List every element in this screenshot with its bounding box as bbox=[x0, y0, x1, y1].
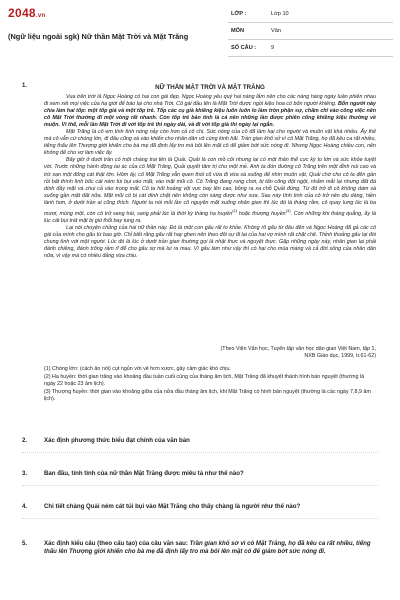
footnote: (1) Chóng lớn: (cách ăn nói) cụt ngủn với vẻ hơn xược, gây cảm giác khó chịu. bbox=[44, 366, 231, 372]
answer-line[interactable] bbox=[22, 518, 378, 519]
site-logo[interactable]: 2048.vn bbox=[8, 6, 46, 20]
info-table bbox=[228, 6, 393, 57]
footnote: (2) Hạ huyền: thời gian trăng vào khoảng đầu tuần cuối cùng của tháng âm lịch, Mặt Trăng đã khuyết thành hình bán nguyệt (thường là ngày 22 hoặc 23 âm lịch). bbox=[44, 374, 365, 388]
question-number: 1. bbox=[22, 83, 28, 89]
answer-line[interactable] bbox=[22, 485, 378, 486]
paragraph: Vua trên trời là Ngọc Hoàng có hai con gái đẹp. Ngọc Hoàng yêu quý hai nàng lắm nên cho các nàng hàng ngày luân phiên nhau đi xem xét mọi việc của hạ giới để báo lại cho nhà Trời. Cô gái đầu tên là Mặt Trời được ngồi kiệu hoa có bốn người khiêng. Bốn người này chia làm hai tốp: một tốp già và một tốp trẻ. Tốp các cụ già khiêng kiệu luôn luôn lo làm tròn phận sự, chăm chỉ vào công việc nên cô Mặt Trời thường đi một vòng rất nhanh. Còn tốp trẻ bản tính là cả nên những lần được phiên công khiêng kiệu thường về muộn. Vì thế, mỗi lần Mặt Trời đi với tốp trẻ thì ngày dài, và đi với tốp già thì ngày lại ngắn. bbox=[44, 94, 376, 129]
page-title: (Ngữ liệu ngoài sgk) Nữ thần Mặt Trời và Mặt Trăng bbox=[8, 32, 189, 41]
answer-line[interactable] bbox=[22, 452, 378, 453]
paragraph: Mặt Trăng là cô em tính tình nóng nảy còn hơn cả cô chị. Sức nóng của cô đã làm hại cho người và muôn vật khá nhiều. Ấy thế mà cô vẫn cứ chóng lớn, đi đâu cũng sà vào khiến cho nhân dân vô cùng kinh hãi. Trần gian khổ sở vì cô Mặt Trăng, họ đã kêu ca rất nhiều, tiếng thấu lên Thượng giới khiến cho bà mẹ đã định lấy tro mà bôi lên mặt cô để giảm bớt sức nóng đi. Nhưng Ngọc Hoàng chiều con, nên không để cho vợ làm việc ấy. bbox=[44, 129, 376, 157]
passage-title: NỮ THẦN MẶT TRỜI VÀ MẶT TRĂNG bbox=[155, 84, 265, 91]
paragraph: Lại nói chuyện chồng của hai nữ thần này. Đó là một con gấu rất to khỏe. Không rõ gấu từ đâu đến và Ngọc Hoàng đã gả các cô gái của mình cho gấu từ bao giờ. Chỉ biết rằng gấu rất hay ghen nên theo dõi sự đi lại của hai vợ mình rất chặt chẽ. Thỉnh thoảng gấu lại đòi chung tình với một người. Lúc đó là lúc ở dưới trần gian thường gọi là nhật thực và nguyệt thực. Gặp những ngày này, nhân gian lại phải đánh chiêng, đánh trống rầm rĩ để cho gấu sợ mà lui ra mau. Vì gấu làm như vậy thì có hại cho mùa màng và cả đời sống của nhân dân nữa, vì vậy mà có nhiều đảng vừa chịu. bbox=[44, 224, 376, 259]
passage-body bbox=[44, 94, 376, 260]
header bbox=[6, 6, 394, 62]
paragraph: Bấy giờ ở dưới trần có một chàng trai tên là Quải. Quải là con mồ côi nhưng lại có một thân thể cực kỳ to lớn và sức khỏe tuyệt vời. Trước những hành động tai ác của cô Mặt Trăng, Quải quyết tâm trị cho một mẻ. Anh ta đón đường cô Trăng trên một đỉnh núi cao và trừ sạn một đống cát thật lớn. Hôm ấy, cô Mặt Trăng vẫn quen thói cũ vừa đi vừa sà xuống để nhìn muôn vật, Quải chờ cho cô ta đến gần rồi bất thình lình bốc cát ném túi bụi vào mặt, vào mặt mũi cô. Cô Trăng đang rong chơi, bị tấn công đột ngột, nhắm mắt lại nhưng đất đá dính đầy mặt và chui cả vào trong mắt. Cô ta hốt hoảng vội vực bay lên cao, bỏng ra xa chỗ Quải đứng. Từ đó trở đi cô không dám sà xuống gần mặt đất nữa. Mặt mũi cô bị cát dính chặt nên không còn sáng được như xưa. Sau này tính tình của cô trở nên dịu dàng, hiền lành hơn, ở dưới trần ai cũng thích. Người ta nói mỗi lần cô nguyên mặt xuống nhân gian thì lúc đó là tháng rằm, cô quay lưng lúc là ba mươi, mùng một, còn cô trở sang trái, sang phải lúc là thời kỳ tháng hạ huyền$^{(2)}$ hoặc thượng huyền$^{(3)}$. Còn những khi tháng quẫng, ấy là lúc cát bụi trát mặt bị gió thổi bay tung ra. bbox=[44, 157, 376, 224]
footnotes bbox=[44, 366, 376, 404]
footnote: (3) Thượng huyền: thời gian vào khoảng giữa của nửa đầu tháng âm lịch, khi Mặt Trăng có hình bán nguyệt (thường là các ngày 7,8,9 âm lịch). bbox=[44, 389, 371, 403]
info-row-class: LỚP : Lớp 10 bbox=[228, 6, 393, 23]
source-citation: (Theo Viện Văn học, Tuyển tập văn học dân gian Việt Nam, tập 1, NXB Giáo dục, 1999, tr.61-62) bbox=[220, 346, 376, 360]
info-row-count: SỐ CÂU : 9 bbox=[228, 40, 393, 57]
worksheet-page: 2048.vn (Ngữ liệu ngoài sgk) Nữ thần Mặt Trời và Mặt Trăng LỚP : Lớp 10 MÔN Văn SỐ CÂU : 9 1. NỮ THẦN MẶT TRỜI VÀ MẶT TRĂNG Vua trên trời là Ngọc Hoàng có hai con gái đẹp. Ngọc Hoàng yêu quý hai nàng lắm nên cho các nàng hàng ngày luân phiên nhau đi xem xét mọi việc của hạ giới để báo lại cho nhà Trời. Cô gái đầu tên là Mặt Trời được ngồi kiệu hoa có bốn người khiêng. Bốn người này chia làm hai tốp: một tốp già và một tốp trẻ. Tốp các cụ già khiêng kiệu luôn luôn lo làm tròn phận sự, chăm chỉ vào công việc nên cô Mặt Trời thường đi một vòng rất nhanh. Còn tốp trẻ bản tính là cả nên những lần được phiên công khiêng kiệu thường về muộn. Vì thế, mỗi lần Mặt Trời đi với tốp trẻ thì ngày dài, và đi với tốp già thì ngày lại ngắn. Mặt Trăng là cô em tính tình nóng nảy còn hơn cả cô chị. Sức nóng của cô đã làm hại cho người và muôn vật khá nhiều. Ấy thế mà cô vẫn cứ chóng lớn, đi đâu cũng sà vào khiến cho nhân dân vô cùng kinh hãi. Trần gian khổ sở vì cô Mặt Trăng, họ đã kêu ca rất nhiều, tiếng thấu lên Thượng giới khiến cho bà mẹ đã định lấy tro mà bôi lên mặt cô để giảm bớt sức nóng đi. Nhưng Ngọc Hoàng chiều con, nên không để cho vợ làm việc ấy. Bấy giờ ở dưới trần có một chàng trai tên là Quải. Quải là con mồ côi nhưng lại có một thân thể cực kỳ to lớn và sức khỏe tuyệt vời. Trước những hành động tai ác của cô Mặt Trăng, Quải quyết tâm trị cho một mẻ. Anh ta đón đường cô Trăng trên một đỉnh núi cao và trừ sạn một đống cát thật lớn. Hôm ấy, cô Mặt Trăng vẫn quen thói cũ vừa đi vừa sà xuống để nhìn muôn vật, Quải chờ cho cô ta đến gần rồi bất thình lình bốc cát ném túi bụi vào mặt, vào mặt mũi cô. Cô Trăng đang rong chơi, bị tấn công đột ngột, nhắm mắt lại nhưng đất đá dính đầy mặt và chui cả vào trong mắt. Cô ta hốt hoảng vội vực bay lên cao, bỏng ra xa chỗ Quải đứng. Từ đó trở đi cô không dám sà xuống gần mặt đất nữa. Mặt mũi cô bị cát dính chặt nên không còn sáng được như xưa. Sau này tính tình của cô trở nên dịu dàng, hiền lành hơn, ở dưới trần ai cũng thích. Người ta nói mỗi lần cô nguyên mặt xuống nhân gian thì lúc đó là tháng rằm, cô quay lưng lúc là ba mươi, mùng một, còn cô trở sang trái, sang phải lúc là thời kỳ tháng hạ huyền$^{(2)}$ hoặc thượng huyền$^{(3)}$. Còn những khi tháng quẫng, ấy là lúc cát bụi trát mặt bị gió thổi bay tung ra. Lại nói chuyện chồng của hai nữ thần này. Đó là một con gấu rất to khỏe. Không rõ gấu từ đâu đến và Ngọc Hoàng đã gả các cô gái của mình cho gấu từ bao giờ. Chỉ biết rằng gấu rất hay ghen nên theo dõi sự đi lại của hai vợ mình rất chặt chẽ. Thỉnh thoảng gấu lại đòi chung tình với một người. Lúc đó là lúc ở dưới trần gian thường gọi là nhật thực và nguyệt thực. Gặp những ngày này, nhân gian lại phải đánh chiêng, đánh trống rầm rĩ để cho gấu sợ mà lui ra mau. Vì gấu làm như vậy thì có hại cho mùa màng và cả đời sống của nhân dân nữa, vì vậy mà có nhiều đảng vừa chịu. (Theo Viện Văn học, Tuyển tập văn học dân gian Việt Nam, tập 1, NXB Giáo dục, 1999, tr.61-62) (1) Chóng lớn: (cách ăn nói) cụt ngủn với vẻ hơn xược, gây cảm giác khó chịu. (2) Hạ huyền: thời gian trăng vào khoảng đầu tuần cuối cùng của tháng âm lịch, Mặt Trăng đã khuyết thành hình bán nguyệt (thường là ngày 22 hoặc 23 âm lịch). (3) Thượng huyền: thời gian vào khoảng giữa của nửa đầu tháng âm lịch, khi Mặt Trăng có hình bán nguyệt (thường là các ngày 7,8,9 âm lịch). 2. Xác định phương thức biểu đạt chính của văn bản 3. Ban đầu, tính tình của nữ thần Mặt Trăng được miêu tả như thế nào? 4. Chi tiết chàng Quải ném cát túi bụi vào Mặt Trăng cho thấy chàng là người như thế nào? 5. Xác định kiểu câu (theo cấu tạo) của câu văn sau: Trần gian khổ sở vì cô Mặt Trăng, họ đã kêu ca rất nhiều, tiếng thấu lên Thượng giới khiến cho bà mẹ đã định lấy tro mà bôi lên mặt cô để giảm bớt sức nóng đi. bbox=[0, 0, 400, 600]
info-row-subject: MÔN Văn bbox=[228, 23, 393, 40]
